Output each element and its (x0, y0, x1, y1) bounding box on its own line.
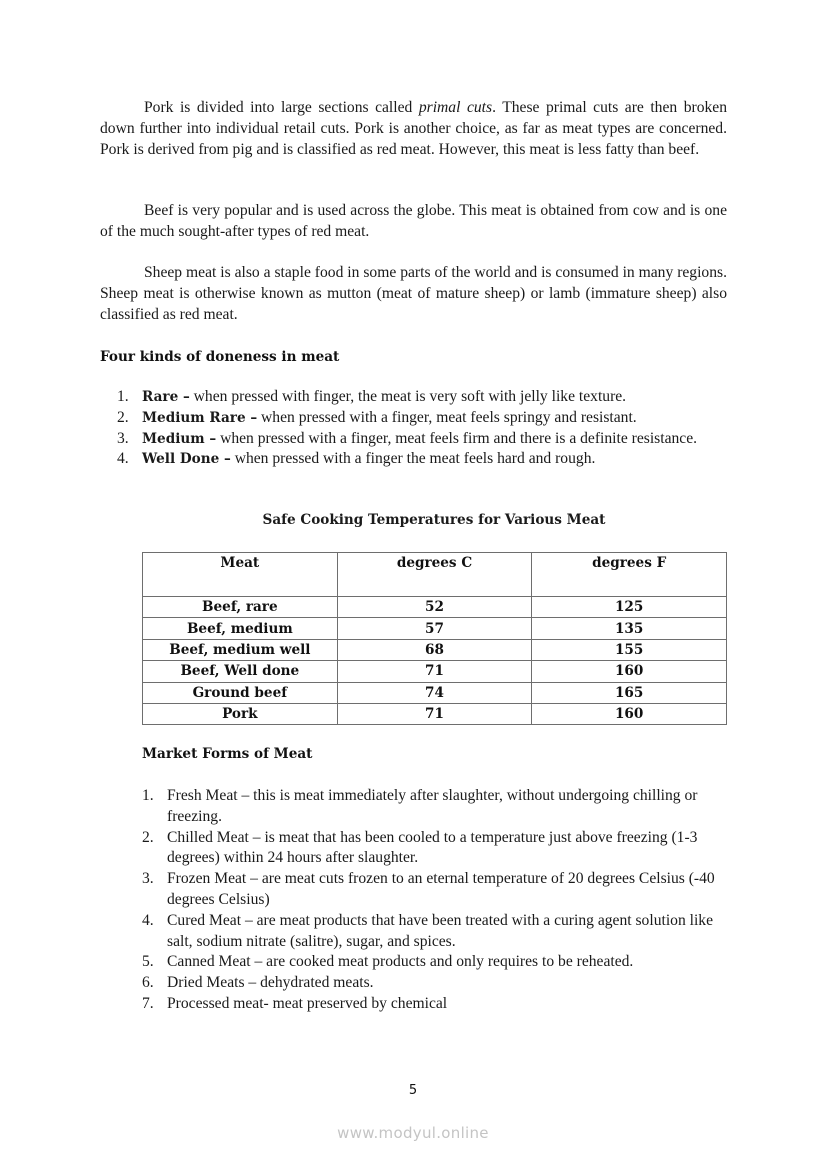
market-forms-list (142, 786, 732, 1015)
sheep-text: Sheep meat is also a staple food in some parts of the world and is consumed in many regions. Sheep meat is otherwise known as mutton (meat of mature sheep) or lamb (immature sheep) also classified as red meat. (100, 264, 727, 323)
column-header-celsius: degrees C (337, 553, 532, 597)
list-number: 7. (142, 994, 154, 1012)
fahrenheit-cell: 165 (532, 682, 727, 703)
meat-cell: Ground beef (143, 682, 338, 703)
beef-text: Beef is very popular and is used across the globe. This meat is obtained from cow and is one of the much sought-after types of red meat. (100, 202, 727, 240)
fahrenheit-cell: 155 (532, 639, 727, 660)
list-number: 2. (117, 408, 129, 426)
meat-cell: Beef, medium (143, 618, 338, 639)
market-form-item (142, 952, 732, 973)
list-number: 6. (142, 974, 154, 992)
table-row (143, 618, 727, 639)
doneness-item-medium (117, 429, 732, 450)
doneness-term: Well Done – (142, 451, 231, 468)
page-number: 5 (408, 1083, 418, 1098)
market-form-text: Processed meat- meat preserved by chemical (167, 994, 448, 1012)
doneness-term: Medium Rare – (142, 409, 258, 426)
list-number: 5. (142, 953, 154, 971)
list-number: 2. (142, 828, 154, 846)
market-form-text: Fresh Meat – this is meat immediately after slaughter, without undergoing chilling or freezing. (167, 787, 698, 825)
table-row (143, 597, 727, 618)
pork-text-end: . These primal cuts are then broken down further into individual retail cuts. Pork is another choice, as far as meat types are concerned. Pork is derived from pig and is classified as red meat. However, this meat is less fatty than beef. (100, 99, 728, 158)
paragraph-sheep (100, 263, 727, 325)
table-row (143, 703, 727, 724)
market-form-item (142, 973, 732, 994)
table-row (143, 639, 727, 660)
market-form-item (142, 828, 732, 870)
market-form-item (142, 869, 732, 911)
market-form-text: Frozen Meat – are meat cuts frozen to an eternal temperature of 20 degrees Celsius (-40 degrees Celsius) (167, 870, 715, 908)
celsius-cell: 68 (337, 639, 532, 660)
list-number: 3. (117, 429, 129, 447)
celsius-cell: 71 (337, 703, 532, 724)
list-number: 4. (142, 911, 154, 929)
temperature-table-title: Safe Cooking Temperatures for Various Meat (262, 512, 606, 528)
market-forms-heading: Market Forms of Meat (142, 746, 313, 762)
fahrenheit-cell: 160 (532, 661, 727, 682)
fahrenheit-cell: 125 (532, 597, 727, 618)
table-header-row (143, 553, 727, 597)
doneness-description: when pressed with a finger, meat feels springy and resistant. (257, 408, 637, 426)
market-form-item (142, 911, 732, 953)
market-form-text: Dried Meats – dehydrated meats. (167, 974, 374, 992)
list-number: 3. (142, 870, 154, 888)
fahrenheit-cell: 160 (532, 703, 727, 724)
pork-text-start: Pork is divided into large sections called (144, 99, 419, 116)
fahrenheit-cell: 135 (532, 618, 727, 639)
paragraph-beef (100, 201, 727, 243)
celsius-cell: 74 (337, 682, 532, 703)
table-row (143, 661, 727, 682)
doneness-description: when pressed with a finger the meat feels hard and rough. (230, 450, 596, 468)
watermark: www.modyul.online (337, 1124, 489, 1142)
meat-cell: Beef, rare (143, 597, 338, 618)
column-header-fahrenheit: degrees F (532, 553, 727, 597)
celsius-cell: 57 (337, 618, 532, 639)
meat-cell: Beef, Well done (143, 661, 338, 682)
list-number: 1. (117, 388, 129, 405)
meat-cell: Beef, medium well (143, 639, 338, 660)
doneness-item-well-done (117, 449, 732, 470)
celsius-cell: 71 (337, 661, 532, 682)
doneness-heading: Four kinds of doneness in meat (100, 349, 340, 365)
market-form-text: Canned Meat – are cooked meat products and only requires to be reheated. (167, 953, 634, 971)
doneness-list (117, 387, 732, 470)
doneness-description: when pressed with a finger, meat feels firm and there is a definite resistance. (216, 429, 698, 447)
column-header-meat: Meat (143, 553, 338, 597)
celsius-cell: 52 (337, 597, 532, 618)
doneness-item-rare (117, 387, 732, 408)
doneness-item-medium-rare (117, 408, 732, 429)
market-form-item (142, 994, 732, 1015)
meat-cell: Pork (143, 703, 338, 724)
doneness-term: Rare – (142, 389, 190, 405)
market-form-text: Cured Meat – are meat products that have been treated with a curing agent solution like salt, sodium nitrate (salitre), sugar, and spices. (167, 911, 714, 950)
temperature-table (142, 552, 727, 725)
primal-cuts-term: primal cuts (418, 99, 493, 116)
doneness-description: when pressed with finger, the meat is very soft with jelly like texture. (189, 388, 627, 405)
doneness-term: Medium – (142, 430, 217, 447)
list-number: 4. (117, 450, 129, 468)
market-form-item (142, 786, 732, 828)
list-number: 1. (142, 787, 154, 804)
market-form-text: Chilled Meat – is meat that has been cooled to a temperature just above freezing (1-3 degrees) within 24 hours after slaughter. (167, 828, 698, 867)
table-row (143, 682, 727, 703)
paragraph-pork (100, 98, 727, 160)
